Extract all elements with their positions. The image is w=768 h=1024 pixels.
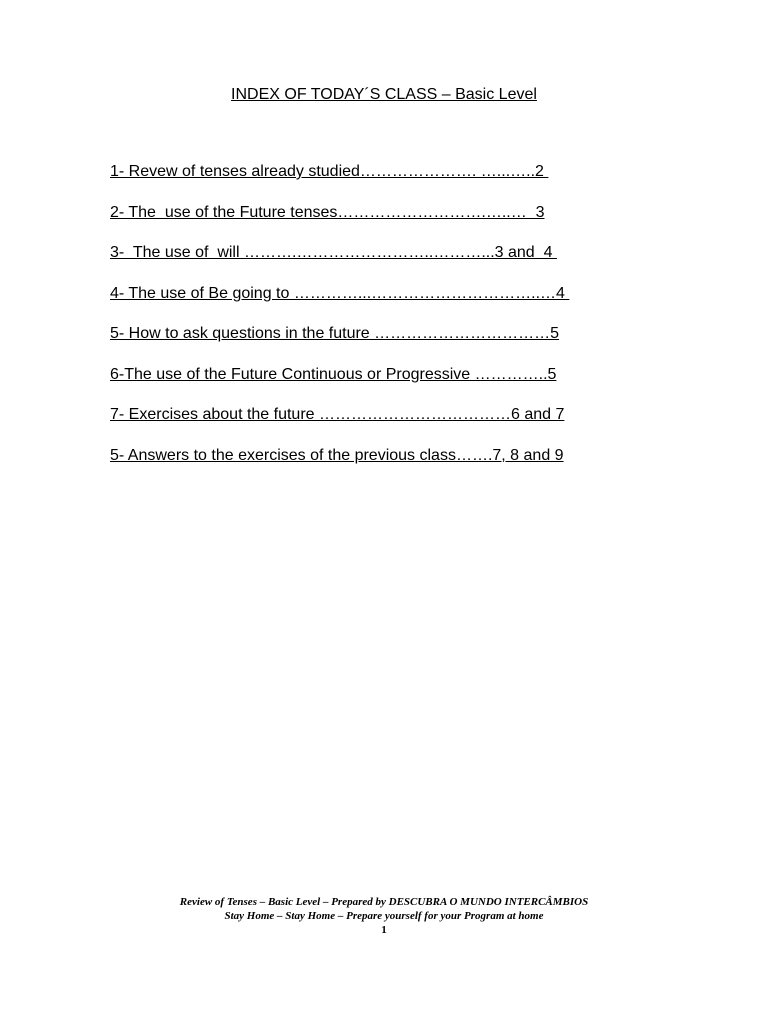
toc-item: 6-The use of the Future Continuous or Progressive …………..5 <box>110 365 557 383</box>
footer-line: Stay Home – Stay Home – Prepare yourself for your Program at home <box>224 910 544 922</box>
page-footer <box>0 895 768 937</box>
page-number: 1 <box>381 924 387 936</box>
table-of-contents <box>110 162 569 486</box>
toc-item: 2- The use of the Future tenses……………………….…..… 3 <box>110 203 545 221</box>
page-title: INDEX OF TODAY´S CLASS – Basic Level <box>231 86 537 103</box>
toc-item: 4- The use of Be going to …………...…………………………..…4 <box>110 284 570 302</box>
toc-item: 5- How to ask questions in the future ……………………………5 <box>110 325 560 342</box>
toc-item: 1- Revew of tenses already studied…………………. …...…..2 <box>110 163 549 180</box>
footer-line: Review of Tenses – Basic Level – Prepared by DESCUBRA O MUNDO INTERCÂMBIOS <box>179 896 589 908</box>
toc-item: 5- Answers to the exercises of the previous class…….7, 8 and 9 <box>110 446 564 464</box>
toc-item: 7- Exercises about the future ………………………………6 and 7 <box>110 406 565 423</box>
toc-item: 3- The use of will ……….……………………..………...3 and 4 <box>110 244 557 261</box>
